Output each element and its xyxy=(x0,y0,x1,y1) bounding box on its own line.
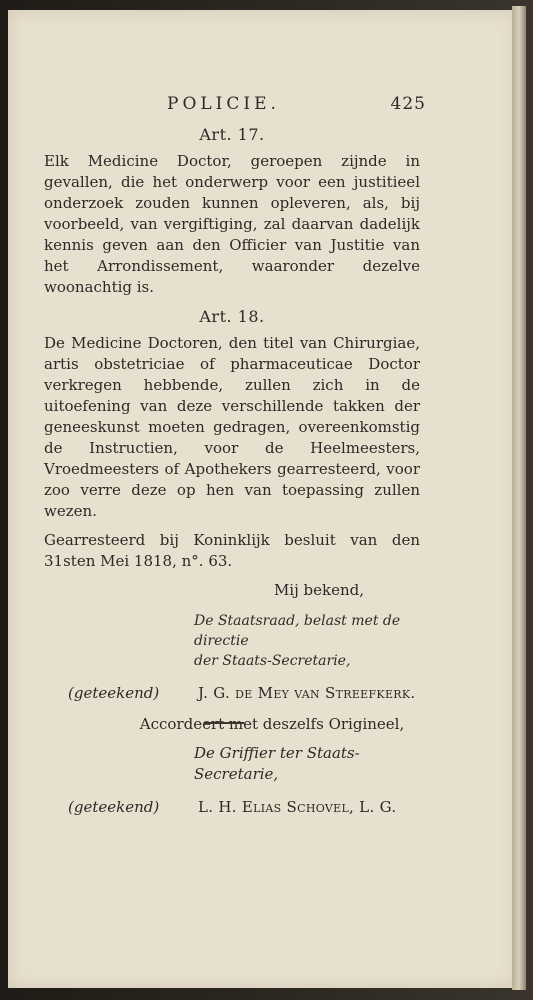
running-title: POLICIE. xyxy=(167,94,280,114)
signed-name-2: L. H. Elias Schovel, L. G. xyxy=(198,798,397,816)
signed-label-2: (geteekend) xyxy=(68,798,160,816)
decree-text: Gearresteerd bij Koninklijk besluit van den 31sten Mei 1818, n°. 63. xyxy=(44,531,420,570)
page-text xyxy=(44,88,426,818)
signed-name-1: J. G. de Mey van Streefkerk. xyxy=(198,684,416,702)
known-line: Mij bekend, xyxy=(273,581,364,599)
staatsraad-title-2: der Staats-Secretarie, xyxy=(194,653,351,669)
book-page xyxy=(8,10,516,988)
signature-row-2 xyxy=(44,797,420,818)
article-17-heading: Art. 17. xyxy=(199,125,265,144)
article-17-text: Elk Medicine Doctor, geroepen zijnde in gevallen, die het onderwerp voor een justitieel onderzoek zouden kunnen opleveren, als, bij voorbeeld, van vergiftiging, zal daarvan dadelijk kennis geven aan den Officier van Justitie van het Arrondissement, waaronder dezelve woonachtig is. xyxy=(44,152,420,296)
signed-label-1: (geteekend) xyxy=(68,684,160,702)
staatsraad-block xyxy=(44,611,420,671)
page-edge xyxy=(512,6,526,990)
article-18-text: De Medicine Doctoren, den titel van Chirurgiae, artis obstetriciae of pharmaceuticae Doctor verkregen hebbende, zullen zich in de uitoefening van deze verschillende takken der geneeskunst moeten gedragen, overeenkomstig de Instructien, voor de Heelmeesters, Vroedmeesters of Apothekers gearresteerd, voor zoo verre deze op hen van toepassing zullen wezen. xyxy=(44,334,420,520)
article-18-heading: Art. 18. xyxy=(199,307,265,326)
section-rule xyxy=(204,722,244,724)
accord-line: Accordeert met deszelfs Origineel, xyxy=(139,715,405,733)
page-header xyxy=(44,88,426,120)
staatsraad-title-1: De Staatsraad, belast met de directie xyxy=(194,613,401,649)
signature-row-1 xyxy=(44,683,420,704)
page-number: 425 xyxy=(390,94,426,114)
griffier-line: De Griffier ter Staats-Secretarie, xyxy=(194,744,360,783)
